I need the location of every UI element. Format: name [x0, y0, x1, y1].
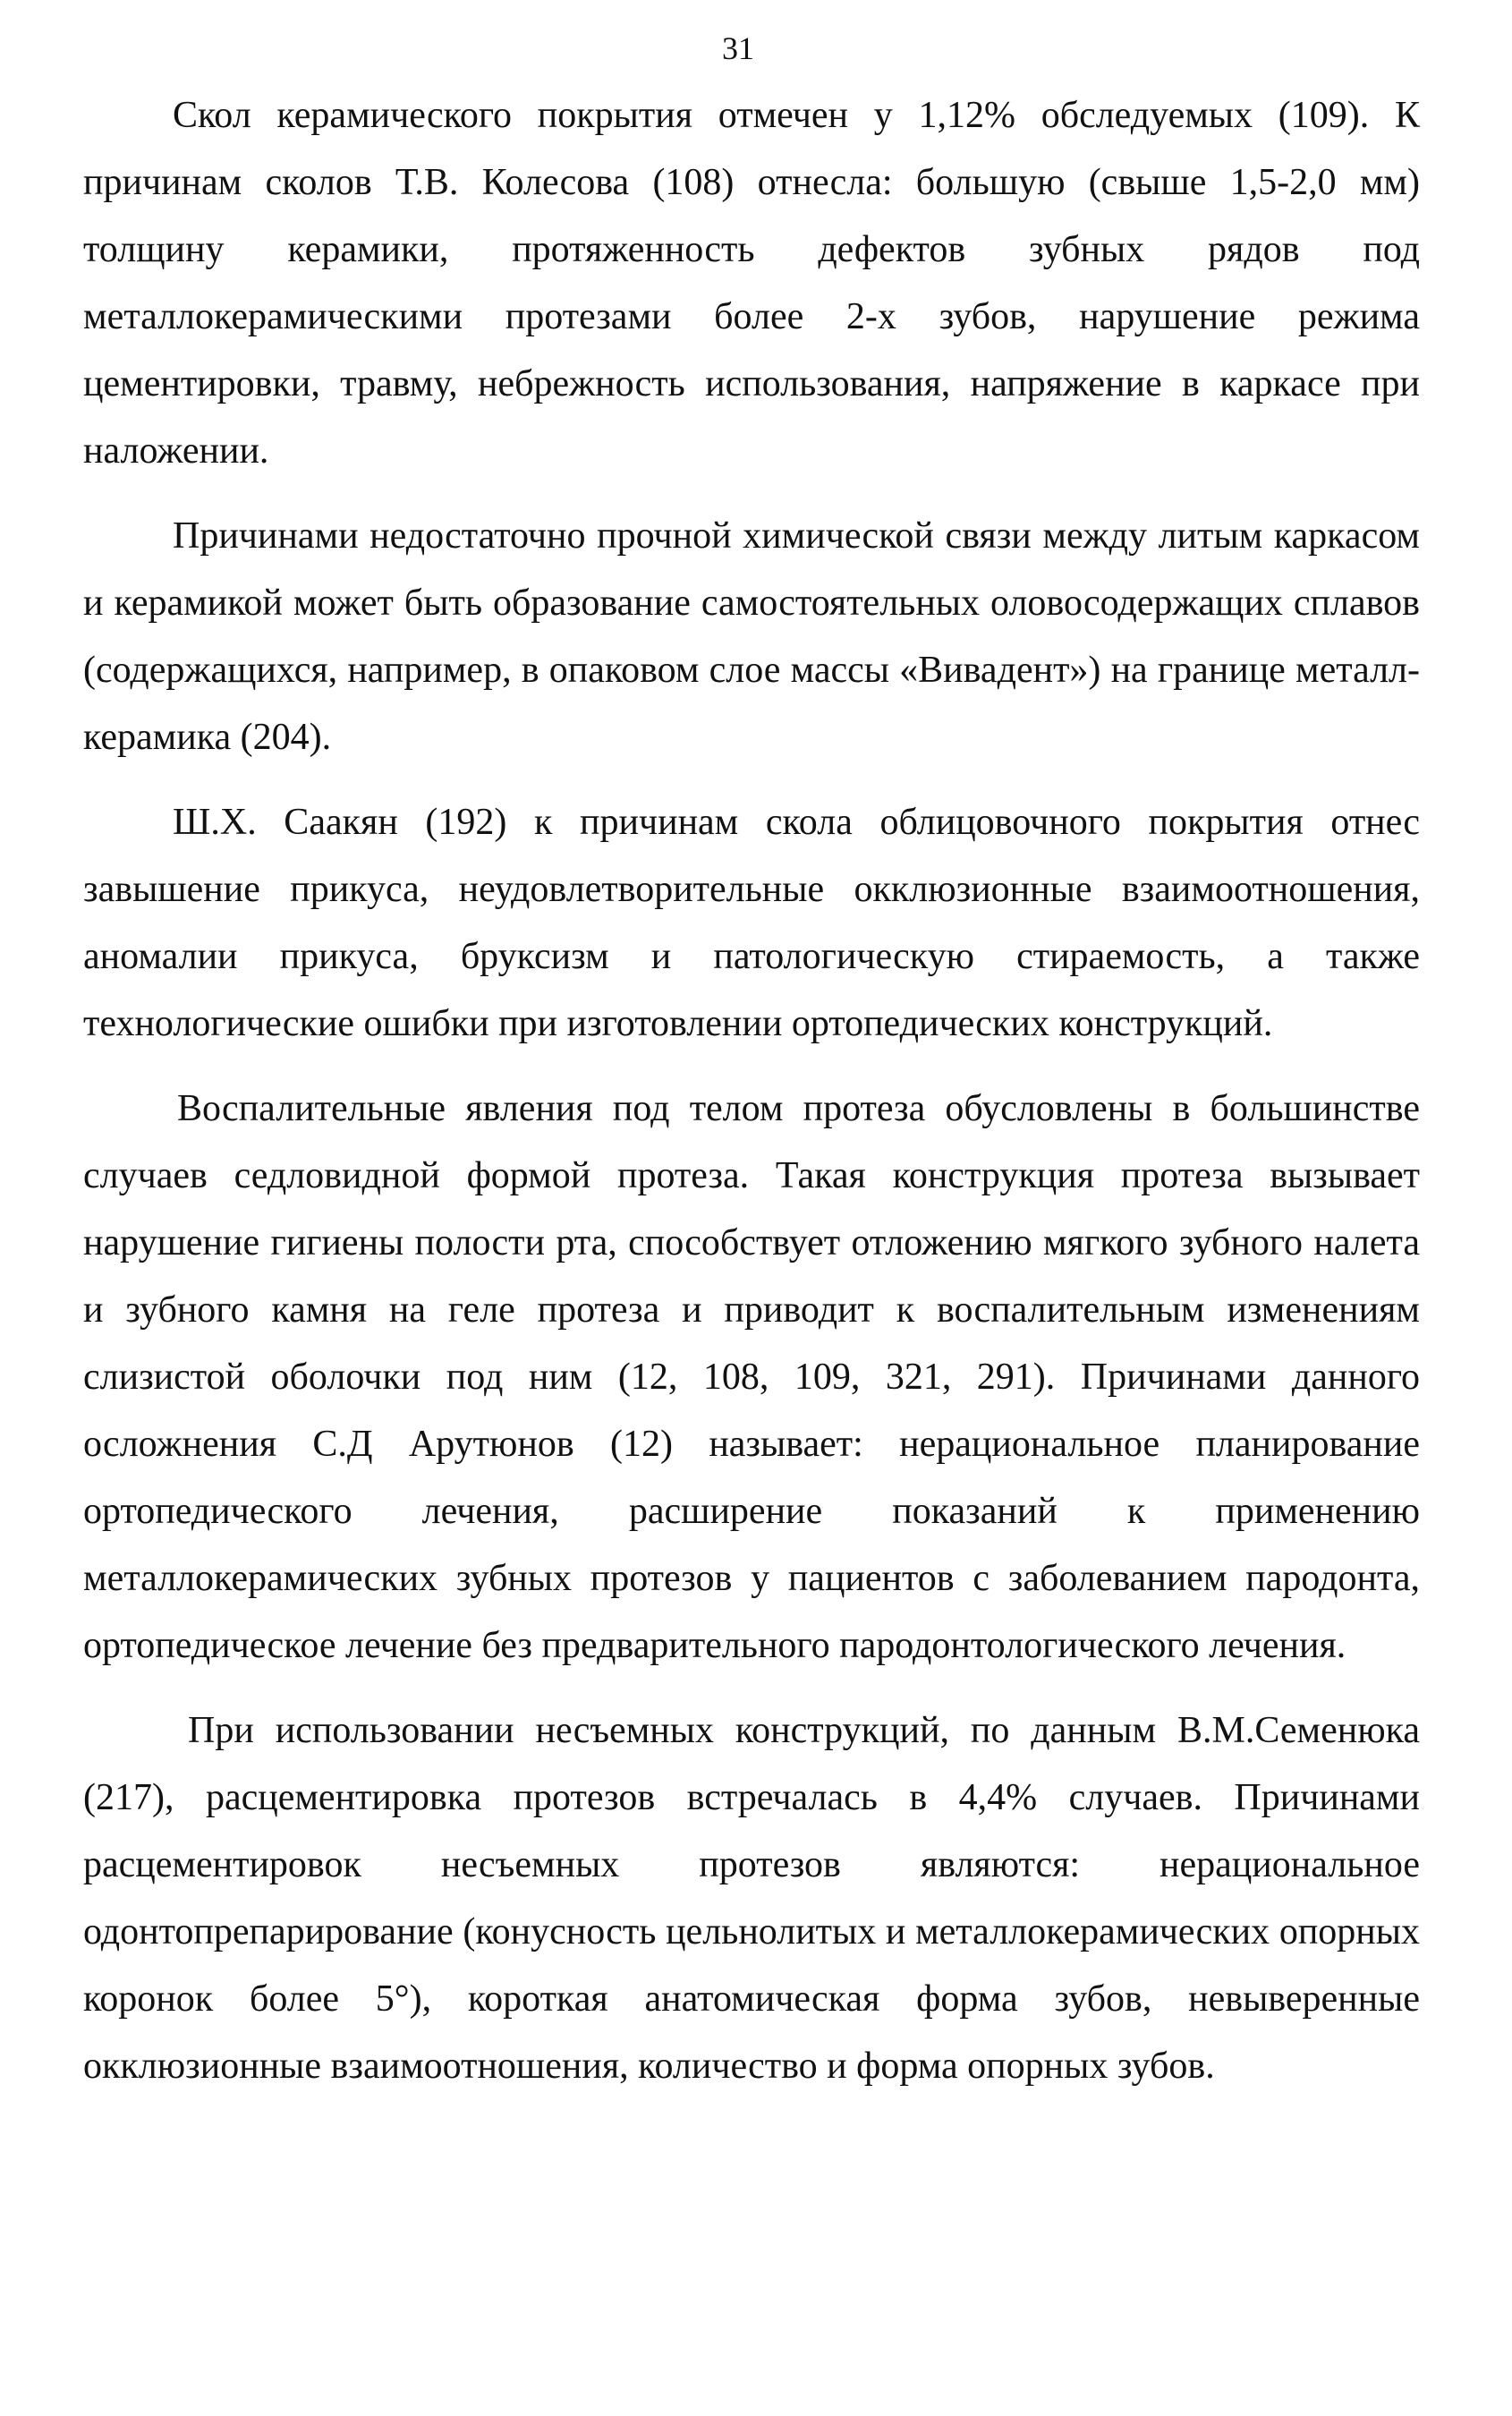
paragraph-saakyan-causes: Ш.Х. Саакян (192) к причинам скола облицовочного покрытия отнес завышение прикуса, неудовлетворительные окклюзионные взаимоотношения, аномалии прикуса, бруксизм и патологическую стираемость, а также технологические ошибки при изготовлении ортопедических конструкций.	[83, 802, 1420, 1044]
paragraph-chemical-bond: Причинами недостаточно прочной химической связи между литым каркасом и керамикой может быть образование самостоятельных оловосодержащих сплавов (содержащихся, например, в опаковом слое массы «Вивадент») на границе металл-керамика (204).	[83, 515, 1420, 758]
page-number: 31	[722, 30, 754, 66]
paragraph-decementation: При использовании несъемных конструкций, по данным В.М.Семенюка (217), расцементировка протезов встречалась в 4,4% случаев. Причинами расцементировок несъемных протезов являются: нерациональное одонтопрепарирование (конусность цельнолитых и металлокерамических опорных коронок более 5°), короткая анатомическая форма зубов, невыверенные окклюзионные взаимоотношения, количество и форма опорных зубов.	[83, 1710, 1420, 2087]
paragraph-chipping-causes: Скол керамического покрытия отмечен у 1,12% обследуемых (109). К причинам сколов Т.В. Колесова (108) отнесла: большую (свыше 1,5-2,0 мм) толщину керамики, протяженность дефектов зубных рядов под металлокерамическими протезами более 2-х зубов, нарушение режима цементировки, травму, небрежность использования, напряжение в каркасе при наложении.	[83, 95, 1420, 472]
paragraph-inflammation: Воспалительные явления под телом протеза обусловлены в большинстве случаев седловидной формой протеза. Такая конструкция протеза вызывает нарушение гигиены полости рта, способствует отложению мягкого зубного налета и зубного камня на геле протеза и приводит к воспалительным изменениям слизистой оболочки под ним (12, 108, 109, 321, 291). Причинами данного осложнения С.Д Арутюнов (12) называет: нерациональное планирование ортопедического лечения, расширение показаний к применению металлокерамических зубных протезов у пациентов с заболеванием пародонта, ортопедическое лечение без предварительного пародонтологического лечения.	[83, 1088, 1420, 1666]
body-text	[83, 82, 1420, 2118]
